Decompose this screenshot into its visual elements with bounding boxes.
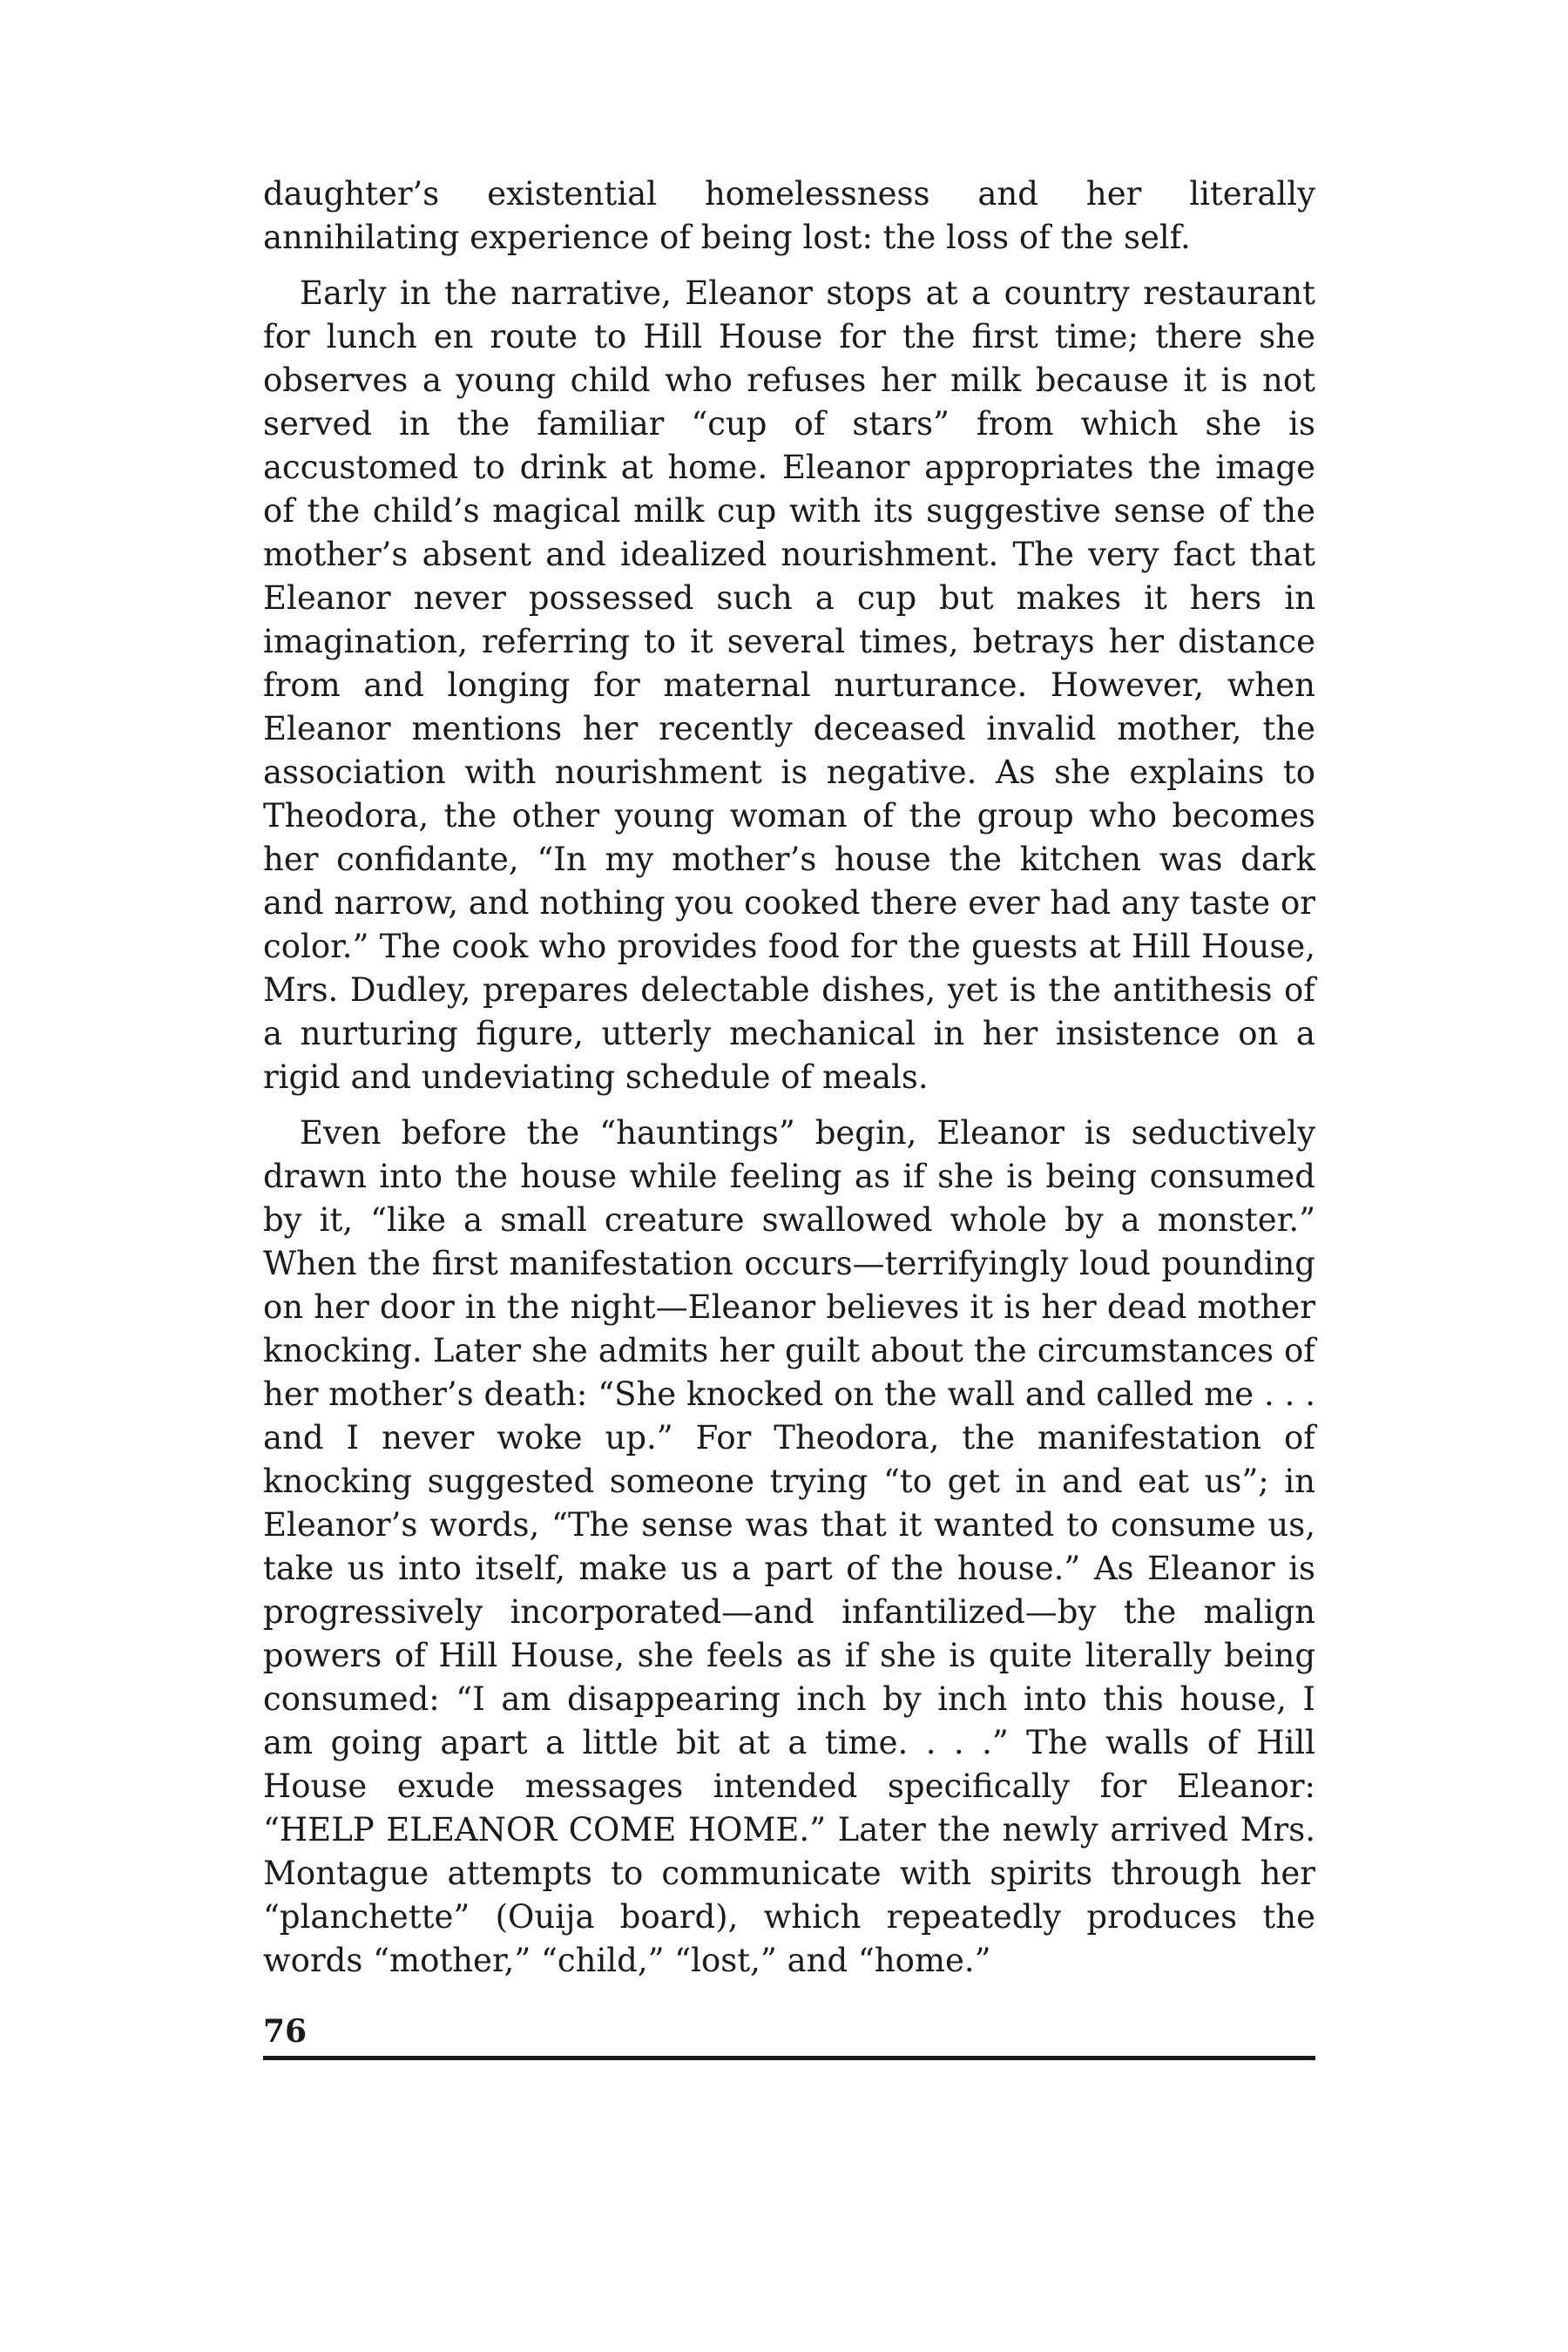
paragraph-hauntings: Even before the “hauntings” begin, Eleanor is seductively drawn into the house while feeling as if she is being consumed by it, “like a small creature swallowed whole by a monster.” When the first manifestation occurs—terrifyingly loud pounding on her door in the night—Eleanor believes it is her dead mother knocking. Later she admits her guilt about the circumstances of her mother’s death: “She knocked on the wall and called me . . . and I never woke up.” For Theodora, the manifestation of knocking suggested someone trying “to get in and eat us”; in Eleanor’s words, “The sense was that it wanted to consume us, take us into itself, make us a part of the house.” As Eleanor is progressively incorporated—and infantilized—by the malign powers of Hill House, she feels as if she is quite literally being consumed: “I am disappearing inch by inch into this house, I am going apart a little bit at a time. . . .” The walls of Hill House exude messages intended specifically for Eleanor: “HELP ELEANOR COME HOME.” Later the newly arrived Mrs. Montague attempts to communicate with spirits through her “planchette” (Ouija board), which repeatedly produces the words “mother,” “child,” “lost,” and “home.” <box>263 1114 1315 1979</box>
footer-rule <box>263 2056 1315 2060</box>
page-number: 76 <box>263 2013 308 2050</box>
page-footer <box>263 2012 1315 2060</box>
body-text <box>263 172 1315 1995</box>
paragraph-cup-of-stars: Early in the narrative, Eleanor stops at a country restaurant for lunch en route to Hill House for the first time; there she observes a young child who refuses her milk because it is not served in the familiar “cup of stars” from which she is accustomed to drink at home. Eleanor appropriates the image of the child’s magical milk cup with its suggestive sense of the mother’s absent and idealized nourishment. The very fact that Eleanor never possessed such a cup but makes it hers in imagination, referring to it several times, betrays her distance from and longing for maternal nurturance. However, when Eleanor mentions her recently deceased invalid mother, the association with nourishment is negative. As she explains to Theodora, the other young woman of the group who becomes her confidante, “In my mother’s house the kitchen was dark and narrow, and nothing you cooked there ever had any taste or color.” The cook who provides food for the guests at Hill House, Mrs. Dudley, prepares delectable dishes, yet is the antithesis of a nurturing figure, utterly mechanical in her insistence on a rigid and undeviating schedule of meals. <box>263 274 1315 1096</box>
paragraph-continuation: daughter’s existential homelessness and her literally annihilating experience of being lost: the loss of the self. <box>263 175 1315 256</box>
